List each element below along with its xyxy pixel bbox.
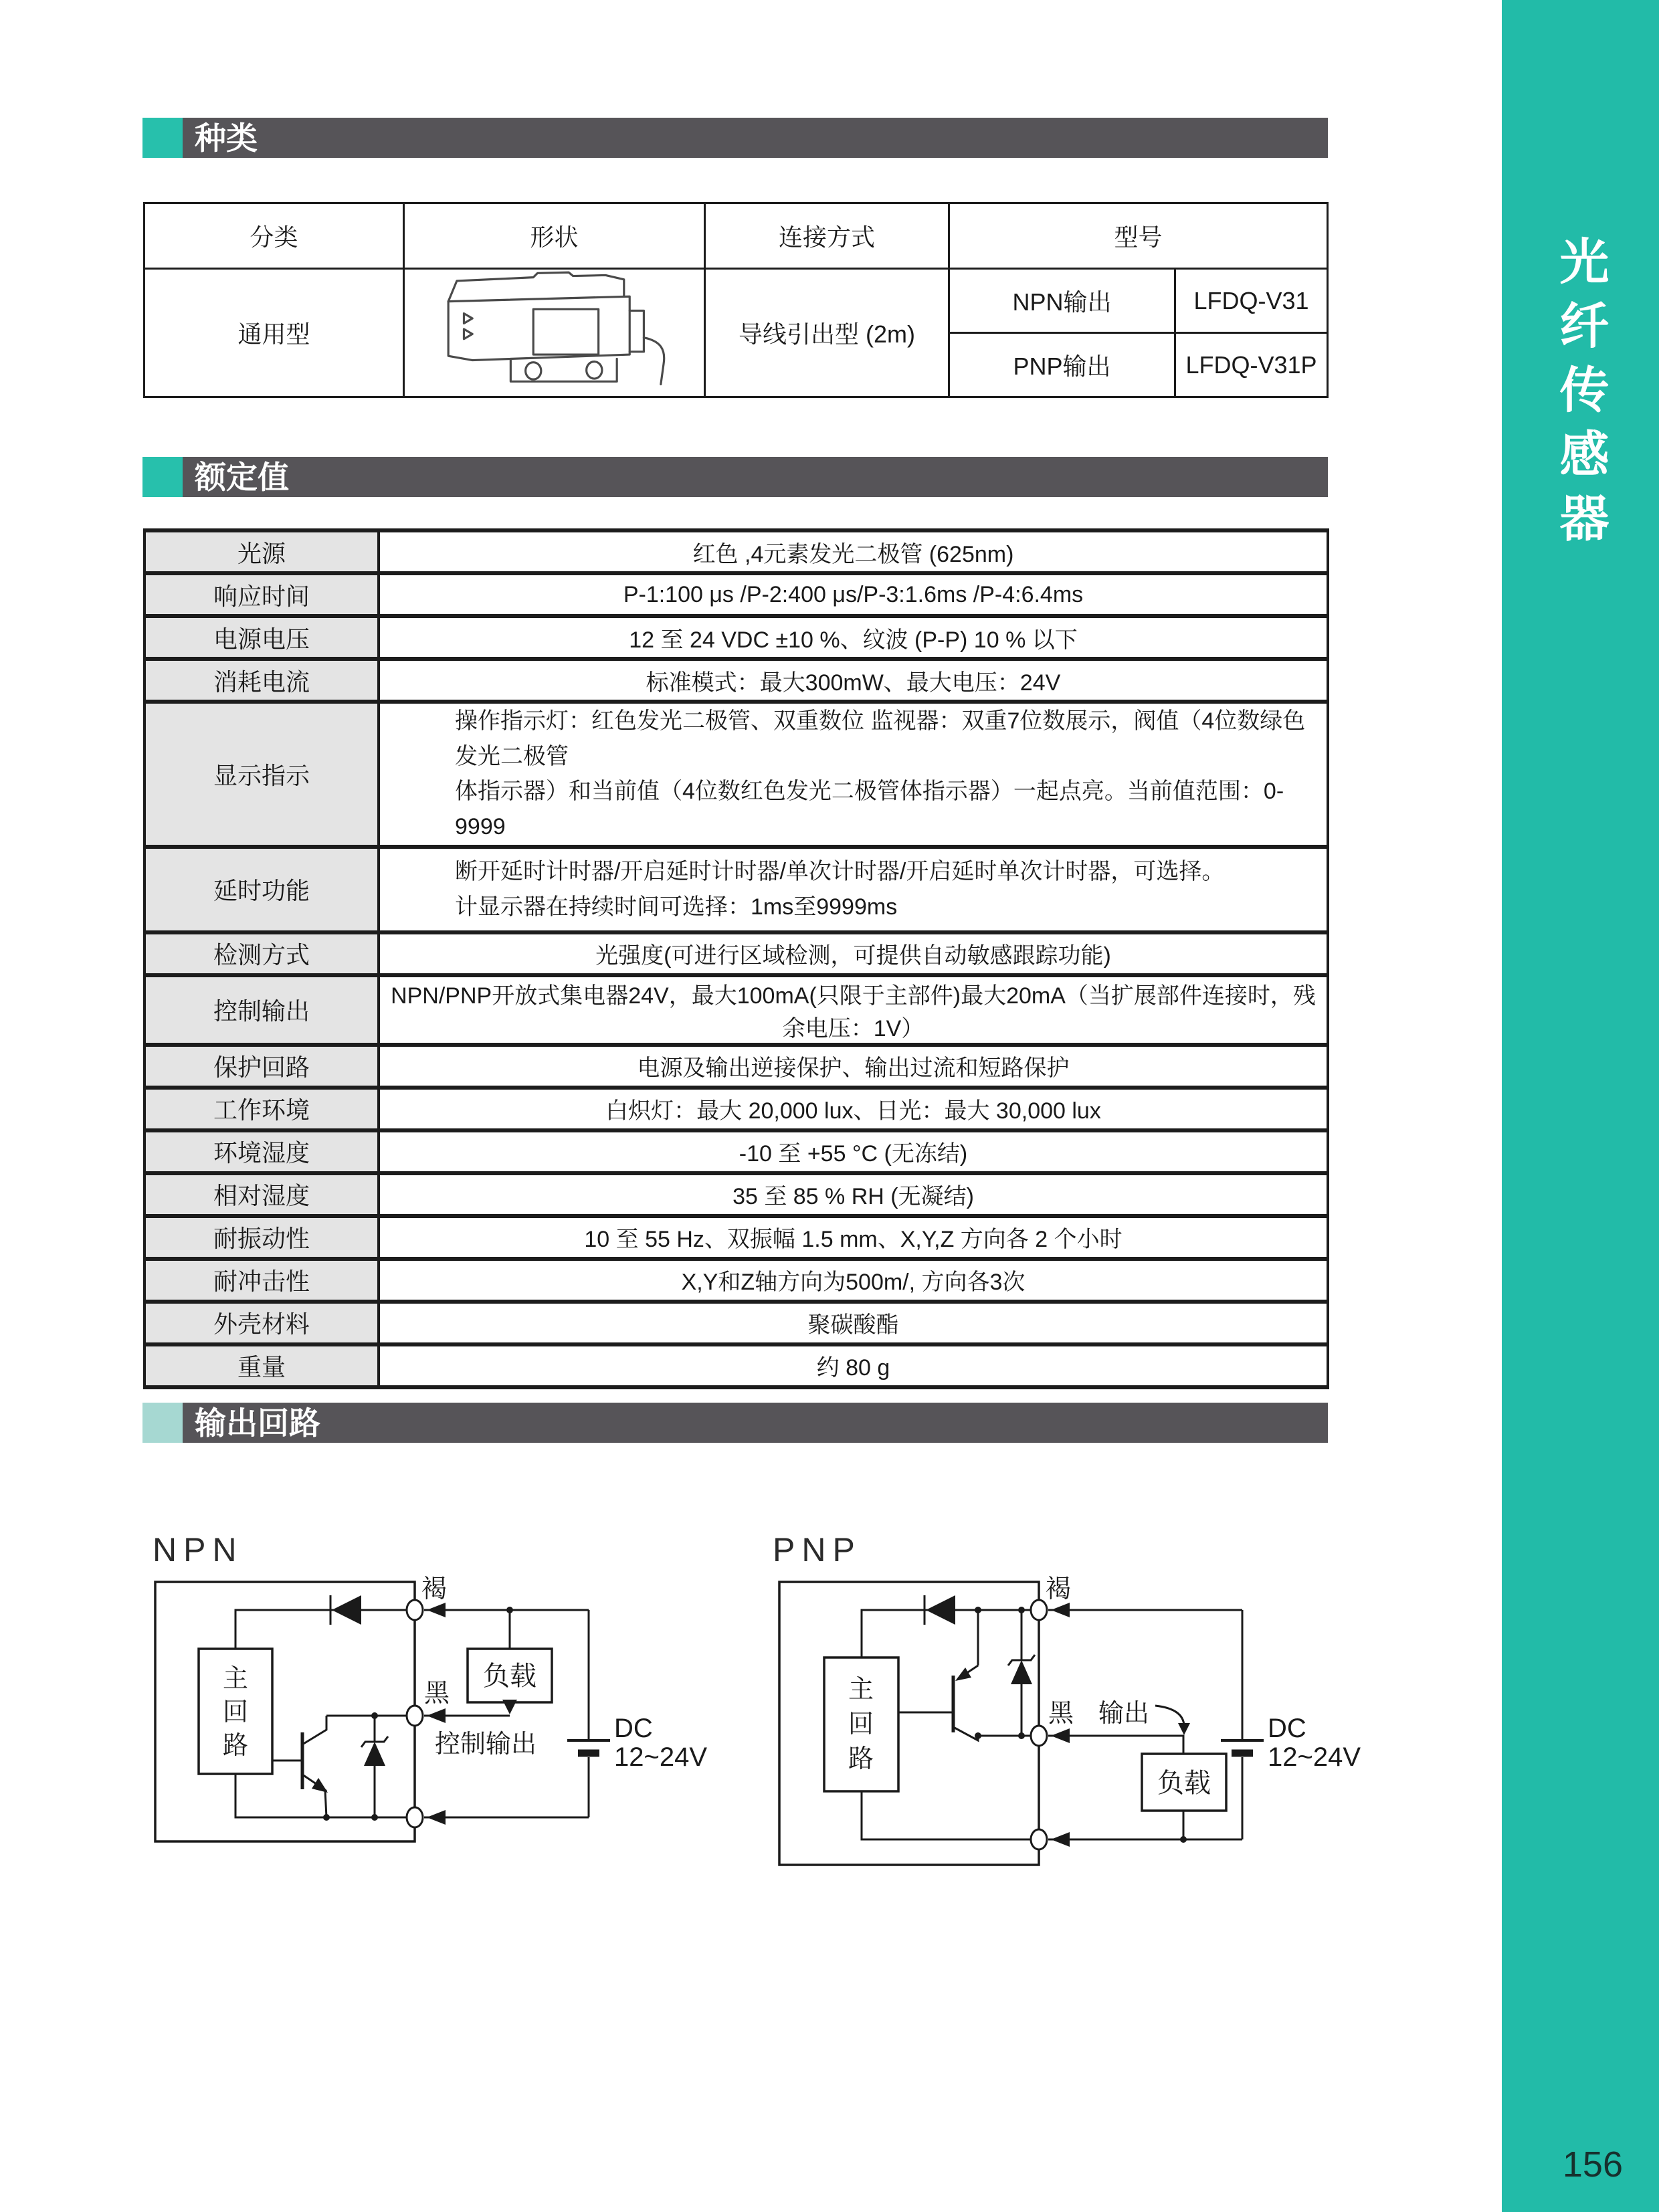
spec-value: -10 至 +55 °C (无冻结) [379,1130,1328,1173]
main-circuit-label: 路 [848,1745,874,1773]
connection-cell: 导线引出型 (2m) [705,269,949,397]
spec-value: 10 至 55 Hz、双振幅 1.5 mm、X,Y,Z 方向各 2 个小时 [379,1216,1328,1259]
spec-value: 聚碳酸酯 [379,1302,1328,1344]
output-label: 输出 [1098,1700,1150,1728]
spec-value [379,847,1328,932]
spec-value: 白炽灯：最大 20,000 lux、日光：最大 30,000 lux [379,1088,1328,1130]
pnp-circuit-diagram [764,1572,1366,1873]
current-arrow-icon [502,1700,517,1714]
page-number: 156 [1562,2144,1623,2185]
spec-row [144,702,1328,847]
spec-label: 控制输出 [144,975,379,1045]
section-title: 种类 [183,118,1328,158]
col-header-category: 分类 [144,203,404,269]
dc-label: DC [614,1714,653,1743]
table-row [144,269,1328,333]
diode-icon [330,1595,361,1625]
current-arrow-icon [1051,1603,1070,1617]
spec-row [144,932,1328,975]
black-wire-label: 黑 [424,1680,450,1708]
spec-label: 电源电压 [144,616,379,659]
terminal-blue [1031,1829,1047,1849]
section-accent-square [142,457,183,497]
spec-value: 电源及输出逆接保护、输出过流和短路保护 [379,1045,1328,1088]
brown-wire-label: 褐 [421,1575,448,1603]
main-circuit-label: 主 [222,1665,249,1693]
spec-value: X,Y和Z轴方向为500m/, 方向各3次 [379,1259,1328,1302]
junction-dot [1018,1607,1025,1613]
types-table [143,202,1329,398]
terminal-brown [407,1600,423,1620]
npn-transistor-icon [272,1716,328,1817]
spec-value: 光强度(可进行区域检测，可提供自动敏感跟踪功能) [379,932,1328,975]
ratings-table [143,528,1329,1389]
junction-dot [371,1814,378,1821]
spec-label: 环境湿度 [144,1130,379,1173]
junction-dot [975,1732,981,1739]
terminal-black [407,1706,423,1726]
shape-cell [404,269,705,397]
load-label: 负载 [483,1662,536,1691]
output-type-cell: NPN输出 [949,269,1175,333]
section-header-output-circuits [142,1403,1328,1443]
spec-row [144,616,1328,659]
spec-label: 光源 [144,530,379,573]
junction-dot [1180,1836,1187,1843]
pnp-circuit-title: PNP [773,1531,862,1569]
npn-circuit-title: NPN [153,1531,243,1569]
spec-row [144,1216,1328,1259]
current-arrow-icon [427,1810,446,1825]
terminal-blue [407,1807,423,1827]
spec-label: 耐冲击性 [144,1259,379,1302]
sensor-drawing-icon [421,270,688,390]
dc-voltage-label: 12~24V [1268,1742,1361,1772]
spec-value: 红色 ,4元素发光二极管 (625nm) [379,530,1328,573]
col-header-connection: 连接方式 [705,203,949,269]
spec-label: 外壳材料 [144,1302,379,1344]
spec-label: 消耗电流 [144,659,379,702]
spec-row [144,1344,1328,1387]
spec-label: 耐振动性 [144,1216,379,1259]
zener-diode-icon [361,1716,388,1817]
section-header-ratings [142,457,1328,497]
spec-value-line: 断开延时计时器/开启延时计时器/单次计时器/开启延时单次计时器，可选择。 [455,859,1225,885]
dc-label: DC [1268,1714,1306,1743]
spec-row [144,530,1328,573]
spec-row [144,1173,1328,1216]
spec-value-line: 操作指示灯：红色发光二极管、双重数位 监视器：双重7位数展示，阀值（4位数绿色发光二极管 [455,708,1306,769]
spec-value-line: 计显示器在持续时间可选择：1ms至9999ms [455,894,898,920]
output-type-cell: PNP输出 [949,333,1175,397]
wire [862,1791,1039,1839]
spec-value: 约 80 g [379,1344,1328,1387]
load-label: 负载 [1157,1769,1211,1798]
current-arrow-icon [427,1708,446,1723]
spec-label: 相对湿度 [144,1173,379,1216]
wire [235,1610,415,1649]
spec-value: P-1:100 μs /P-2:400 μs/P-3:1.6ms /P-4:6.4ms [379,573,1328,616]
spec-label: 响应时间 [144,573,379,616]
main-circuit-label: 回 [222,1698,249,1726]
col-header-model: 型号 [949,203,1328,269]
dc-voltage-label: 12~24V [614,1742,708,1772]
spec-label: 显示指示 [144,702,379,847]
spec-row [144,1045,1328,1088]
junction-dot [975,1607,981,1613]
junction-dot [1018,1732,1025,1739]
spec-value: 12 至 24 VDC ±10 %、纹波 (P-P) 10 % 以下 [379,616,1328,659]
spec-label: 工作环境 [144,1088,379,1130]
spec-row [144,975,1328,1045]
spec-row [144,1088,1328,1130]
junction-dot [323,1814,330,1821]
side-band [1502,0,1659,2212]
current-arrow-icon [1051,1728,1070,1743]
junction-dot [371,1712,378,1719]
spec-row [144,1130,1328,1173]
section-title: 输出回路 [183,1403,1328,1443]
current-arrow-icon [427,1603,446,1617]
main-circuit-label: 回 [848,1710,874,1738]
black-wire-label: 黑 [1048,1700,1074,1728]
section-accent-square [142,118,183,158]
category-cell: 通用型 [144,269,404,397]
spec-row [144,1259,1328,1302]
zener-diode-icon [1008,1610,1035,1736]
spec-row [144,847,1328,932]
terminal-black [1031,1726,1047,1746]
current-arrow-icon [1051,1832,1070,1847]
spec-label: 保护回路 [144,1045,379,1088]
spec-value: NPN/PNP开放式集电器24V，最大100mA(只限于主部件)最大20mA（当扩展部件连接时，残余电压：1V） [379,975,1328,1045]
main-circuit-label: 主 [848,1676,874,1704]
spec-row [144,659,1328,702]
section-title: 额定值 [183,457,1328,497]
col-header-shape: 形状 [404,203,705,269]
types-table-header-row [144,203,1328,269]
spec-value: 标准模式：最大300mW、最大电压：24V [379,659,1328,702]
spec-row [144,1302,1328,1344]
spec-label: 重量 [144,1344,379,1387]
pnp-transistor-icon [898,1610,978,1740]
sidebar-category-title: 光纤传感器 [1553,235,1609,557]
spec-label: 检测方式 [144,932,379,975]
spec-value-line: 体指示器）和当前值（4位数红色发光二极管体指示器）一起点亮。当前值范围：0-9999 [455,779,1284,840]
spec-value: 35 至 85 % RH (无凝结) [379,1173,1328,1216]
model-cell: LFDQ-V31 [1175,269,1328,333]
battery-icon [567,1610,610,1817]
npn-circuit-diagram [143,1572,732,1859]
sensor-enclosure-box [155,1582,415,1841]
sensor-enclosure-box [779,1582,1039,1865]
control-output-label: 控制输出 [435,1730,537,1758]
diode-icon [924,1595,955,1625]
model-cell: LFDQ-V31P [1175,333,1328,397]
spec-row [144,573,1328,616]
section-header-types [142,118,1328,158]
section-accent-square [142,1403,183,1443]
output-arrow-icon [1155,1706,1190,1735]
brown-wire-label: 褐 [1046,1575,1072,1603]
main-circuit-label: 路 [222,1732,249,1760]
terminal-brown [1031,1600,1047,1620]
spec-label: 延时功能 [144,847,379,932]
spec-value [379,702,1328,847]
